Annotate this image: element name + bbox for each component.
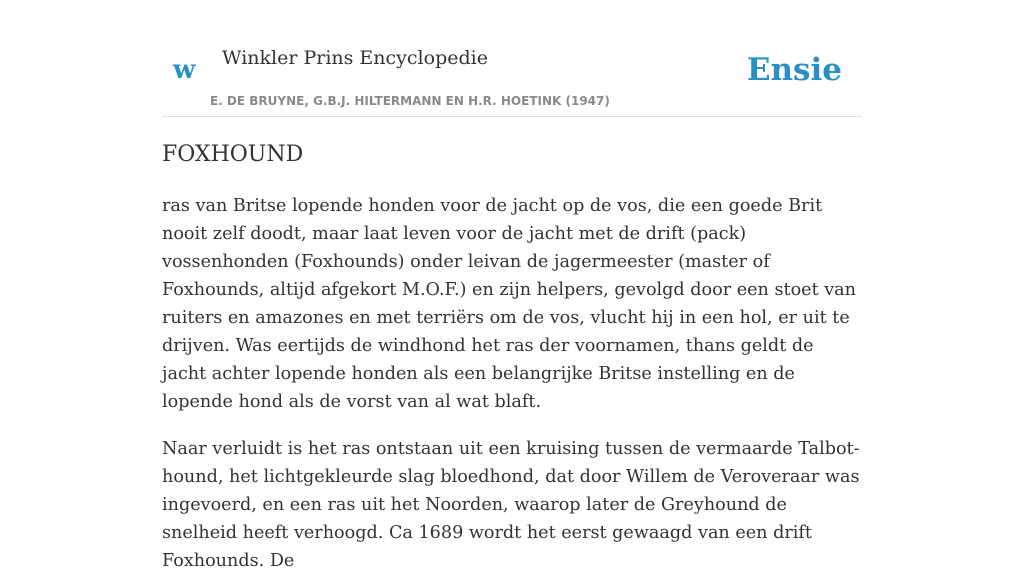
source-header xyxy=(162,0,862,117)
entry-title: FOXHOUND xyxy=(162,142,304,167)
entry-paragraph-2: Naar verluidt is het ras ontstaan uit een kruising tussen de vermaarde Talbot-hound, het lichtgekleurde slag bloedhond, dat door Willem de Veroveraar was ingevoerd, en een ras uit het Noorden, waarop later de Greyhound de snelheid heeft verhoogd. Ca 1689 wordt het eerst gewaagd van een drift Foxhounds. De xyxy=(162,439,860,571)
source-authors: E. DE BRUYNE, G.B.J. HILTERMANN EN H.R. HOETINK (1947) xyxy=(210,94,610,108)
ensie-logo[interactable]: Ensie xyxy=(746,52,842,88)
source-title[interactable]: Winkler Prins Encyclopedie xyxy=(222,47,488,69)
entry-paragraph-1: ras van Britse lopende honden voor de jacht op de vos, die een goede Brit nooit zelf doodt, maar laat leven voor de jacht met de drift (pack) vossenhonden (Foxhounds) onder leivan de jagermeester (master of Foxhounds, altijd afgekort M.O.F.) en zijn helpers, gevolgd door een stoet van ruiters en amazones en met terriërs om de vos, vlucht hij in een hol, er uit te drijven. Was eertijds de windhond het ras der voornamen, thans geldt de jacht achter lopende honden als een belangrijke Britse instelling en de lopende hond als de vorst van al wat blaft. xyxy=(162,196,857,412)
entry-content xyxy=(162,138,862,575)
source-logo[interactable]: w xyxy=(173,55,196,85)
